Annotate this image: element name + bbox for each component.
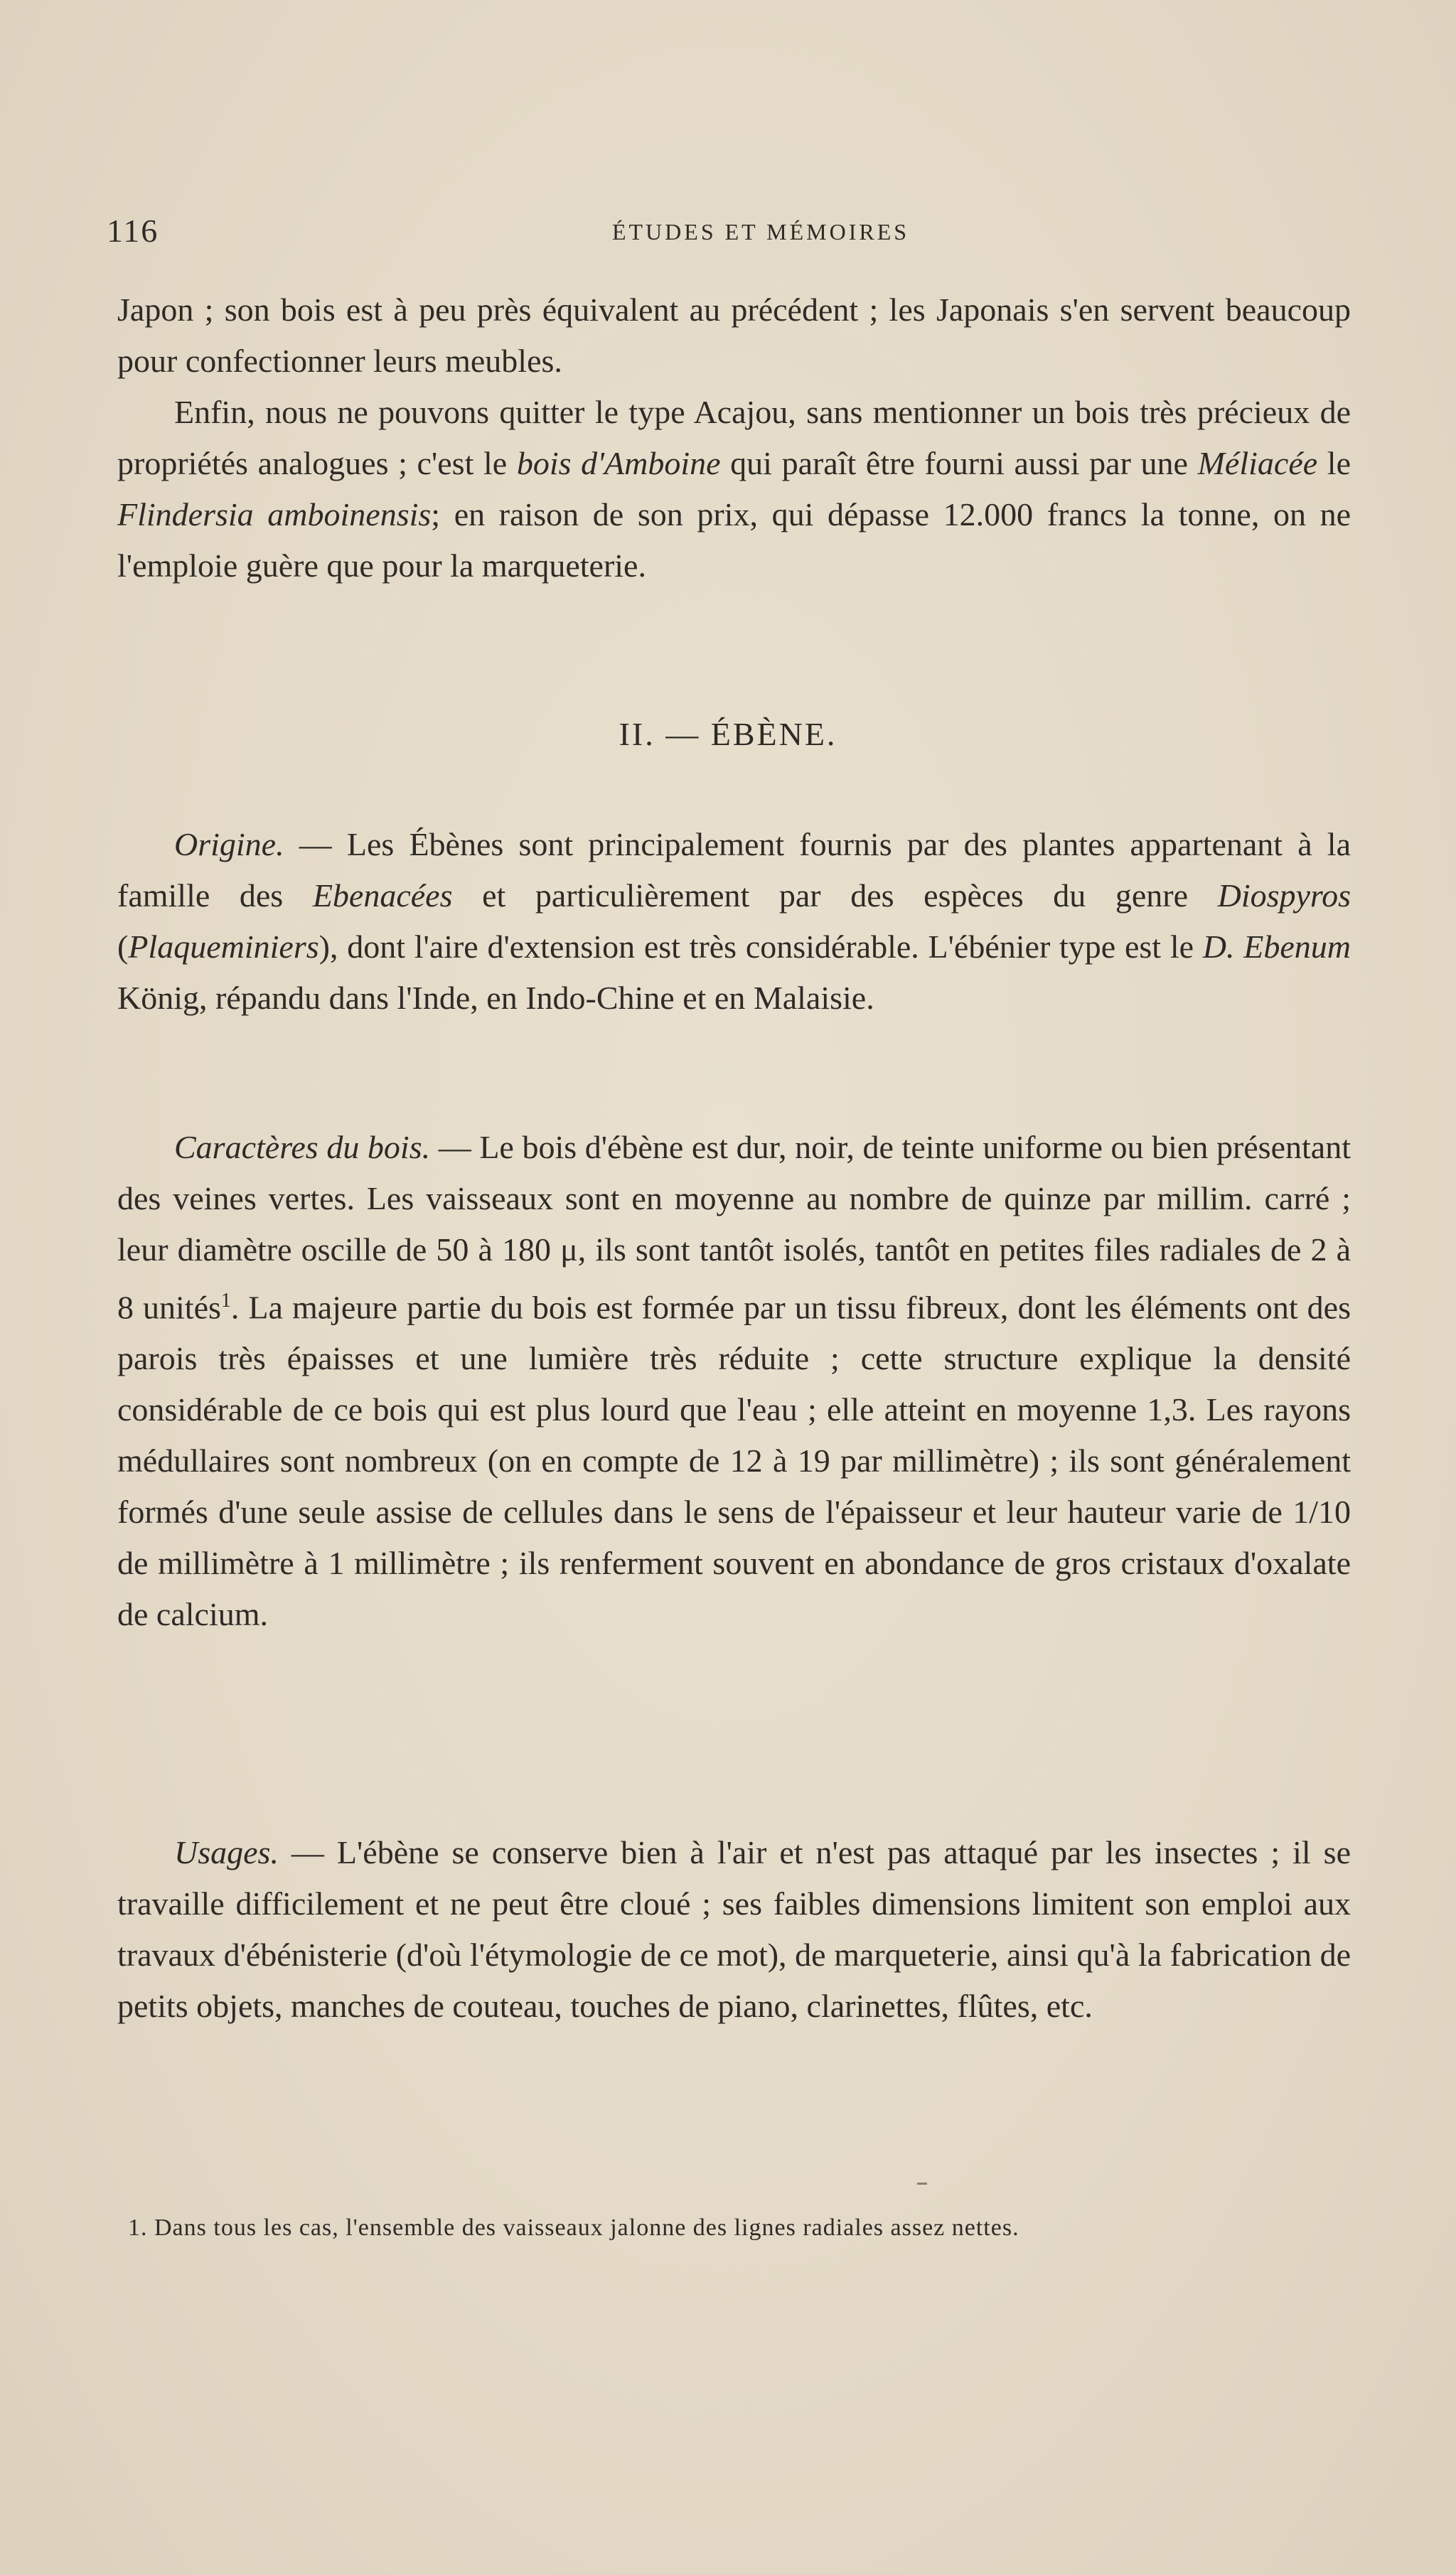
italic-term: Flindersia amboinensis: [117, 496, 432, 532]
text-run: — L'ébène se conserve bien à l'air et n'est pas attaqué par les insectes ; il se travaille difficilement et ne peut être cloué ; ses faibles dimensions limitent son emploi aux travaux d'ébénisterie (d'où l'étymologie de ce mot), de marqueterie, ainsi qu'à la fabrication de petits objets, manches de couteau, touches de piano, clarinettes, flûtes, etc.: [117, 1834, 1351, 2024]
paragraph-origine: [117, 819, 1351, 1024]
italic-term: Ebenacées: [312, 877, 453, 914]
italic-term: bois d'Amboine: [516, 445, 721, 481]
footnote-ref[interactable]: 1: [220, 1290, 231, 1312]
footnote-separator: [917, 2183, 927, 2185]
text-run: — Les Ébènes sont principalement fournis par des plantes appartenant à la famille des: [117, 826, 1351, 914]
continuation-block: [117, 284, 1351, 591]
italic-term: Diospyros: [1217, 877, 1351, 914]
page-header: [107, 212, 1358, 255]
section-usages: [117, 1827, 1351, 2032]
text-run: Enfin, nous ne pouvons quitter le type Acajou, sans mentionner un bois très précieux de propriétés analogues ; c'est le: [117, 394, 1351, 481]
text-run: König, répandu dans l'Inde, en Indo-Chine et en Malaisie.: [117, 980, 874, 1016]
section-origine: [117, 819, 1351, 1024]
page-number: 116: [107, 213, 159, 249]
text-run: ; en raison de son prix, qui dépasse 12.000 francs la tonne, on ne l'emploie guère que pour la marqueterie.: [117, 496, 1351, 584]
paragraph-usages: [117, 1827, 1351, 2032]
text-run: le: [1317, 445, 1351, 481]
italic-term: D. Ebenum: [1202, 928, 1351, 965]
italic-term: Méliacée: [1197, 445, 1318, 481]
text-run: — Le bois d'ébène est dur, noir, de teinte uniforme ou bien présentant des veines vertes. Les vaisseaux sont en moyenne au nombre de quinze par millim. carré ; leur diamètre oscille de 50 à 180 μ, ils sont tantôt isolés, tantôt en petites files radiales de 2 à 8 unités: [117, 1129, 1351, 1326]
italic-term: Plaqueminiers: [128, 928, 319, 965]
rubric-label: Caractères du bois.: [174, 1129, 431, 1165]
rubric-label: Origine.: [174, 826, 284, 862]
footnote: 1. Dans tous les cas, l'ensemble des vaisseaux jalonne des lignes radiales assez nettes.: [128, 2215, 1019, 2241]
text-run: ), dont l'aire d'extension est très considérable. L'ébénier type est le: [318, 928, 1203, 965]
text-run: (: [117, 928, 129, 965]
text-run: . La majeure partie du bois est formée par un tissu fibreux, dont les éléments ont des parois très épaisses et une lumière très réduite ; cette structure explique la densité considérable de ce bois qui est plus lourd que l'eau ; elle atteint en moyenne 1,3. Les rayons médullaires sont nombreux (on en compte de 12 à 19 par millimètre) ; ils sont généralement formés d'une seule assise de cellules dans le sens de l'épaisseur et leur hauteur varie de 1/10 de millimètre à 1 millimètre ; ils renferment souvent en abondance de gros cristaux d'oxalate de calcium.: [117, 1289, 1351, 1633]
paragraph-japon: Japon ; son bois est à peu près équivalent au précédent ; les Japonais s'en servent beaucoup pour confectionner leurs meubles.: [117, 291, 1351, 379]
paragraph-amboine: [117, 387, 1351, 591]
paragraph-caracteres: [117, 1122, 1351, 1640]
section-caracteres: [117, 1122, 1351, 1640]
running-title: ÉTUDES ET MÉMOIRES: [611, 219, 910, 245]
text-run: qui paraît être fourni aussi par une: [720, 445, 1198, 481]
rubric-label: Usages.: [174, 1834, 279, 1870]
section-heading: II. — ÉBÈNE.: [619, 716, 837, 752]
text-run: et particulièrement par des espèces du genre: [452, 877, 1218, 914]
